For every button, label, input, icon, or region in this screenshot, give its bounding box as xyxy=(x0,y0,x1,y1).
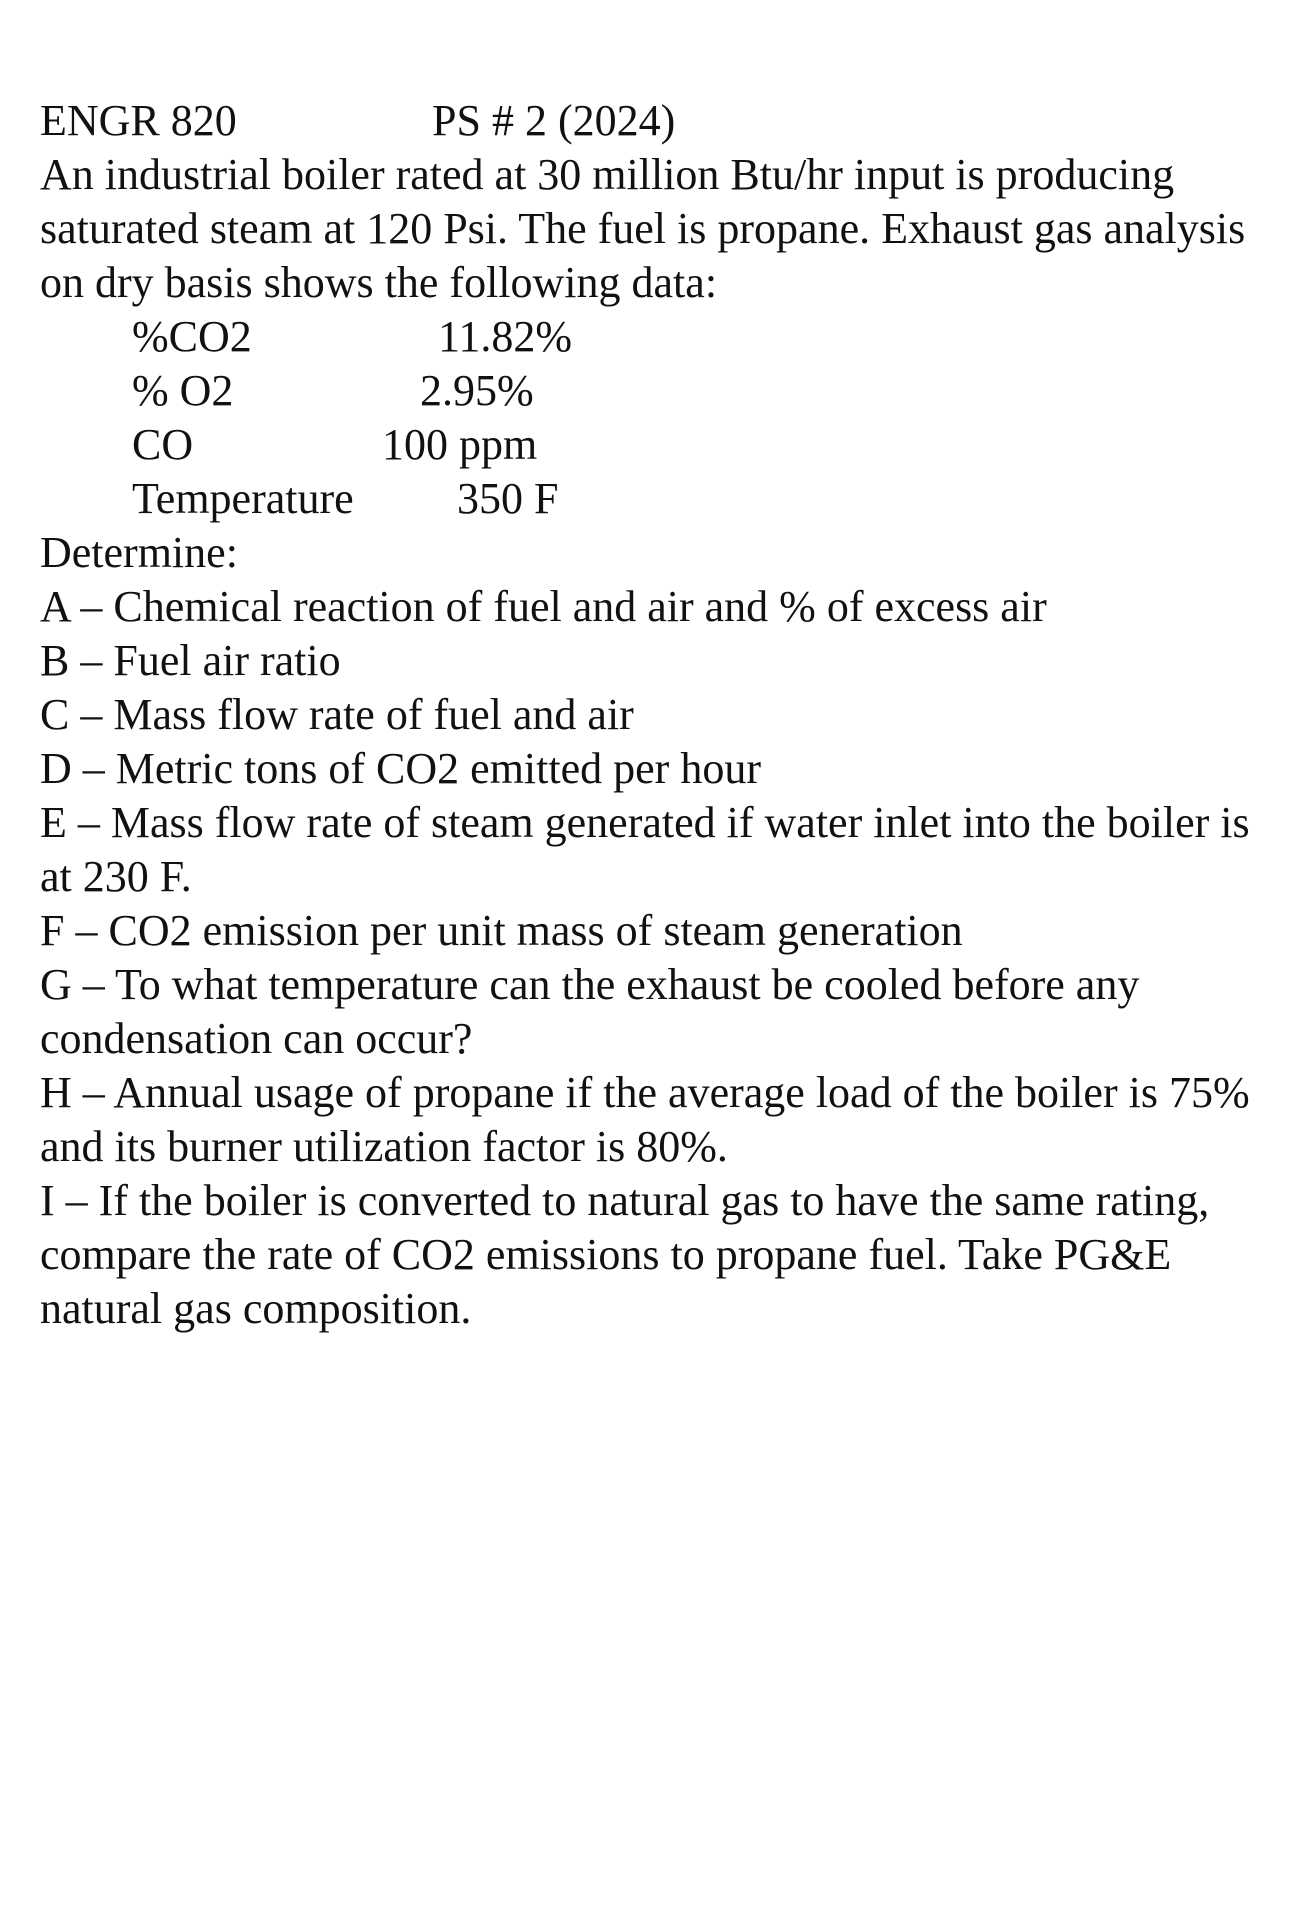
exhaust-data-value: 350 F xyxy=(457,474,559,523)
exhaust-data-row xyxy=(40,310,1255,364)
task-list xyxy=(40,580,1255,1336)
exhaust-data-row xyxy=(40,364,1255,418)
exhaust-data-value: 100 ppm xyxy=(382,420,538,469)
exhaust-data-label: Temperature xyxy=(132,474,354,523)
exhaust-data-value: 2.95% xyxy=(420,366,534,415)
task-item-f: F – CO2 emission per unit mass of steam generation xyxy=(40,906,963,955)
task-item-g: G – To what temperature can the exhaust be cooled before any condensation can occur? xyxy=(40,960,1140,1063)
exhaust-data-row xyxy=(40,418,1255,472)
problem-set-title: PS # 2 (2024) xyxy=(432,96,676,145)
exhaust-data-label: CO xyxy=(132,420,194,469)
problem-intro: An industrial boiler rated at 30 million Btu/hr input is producing saturated steam at 120 Psi. The fuel is propane. Exhaust gas analysis on dry basis shows the following data: xyxy=(40,150,1246,307)
exhaust-data-label: % O2 xyxy=(132,366,234,415)
task-item-i: I – If the boiler is converted to natural gas to have the same rating, compare the rate of CO2 emissions to propane fuel. Take PG&E natural gas composition. xyxy=(40,1176,1210,1333)
task-item-e: E – Mass flow rate of steam generated if water inlet into the boiler is at 230 F. xyxy=(40,798,1250,901)
course-code: ENGR 820 xyxy=(40,96,237,145)
exhaust-data-label: %CO2 xyxy=(132,312,252,361)
problem-set-document xyxy=(40,94,1255,1336)
determine-heading: Determine: xyxy=(40,528,238,577)
document-header xyxy=(40,94,1255,148)
exhaust-gas-data xyxy=(40,310,1255,526)
task-item-c: C – Mass flow rate of fuel and air xyxy=(40,690,634,739)
exhaust-data-row xyxy=(40,472,1255,526)
task-item-h: H – Annual usage of propane if the average load of the boiler is 75% and its burner utilization factor is 80%. xyxy=(40,1068,1250,1171)
exhaust-data-value: 11.82% xyxy=(438,312,573,361)
task-item-b: B – Fuel air ratio xyxy=(40,636,341,685)
task-item-a: A – Chemical reaction of fuel and air and % of excess air xyxy=(40,582,1047,631)
task-item-d: D – Metric tons of CO2 emitted per hour xyxy=(40,744,761,793)
